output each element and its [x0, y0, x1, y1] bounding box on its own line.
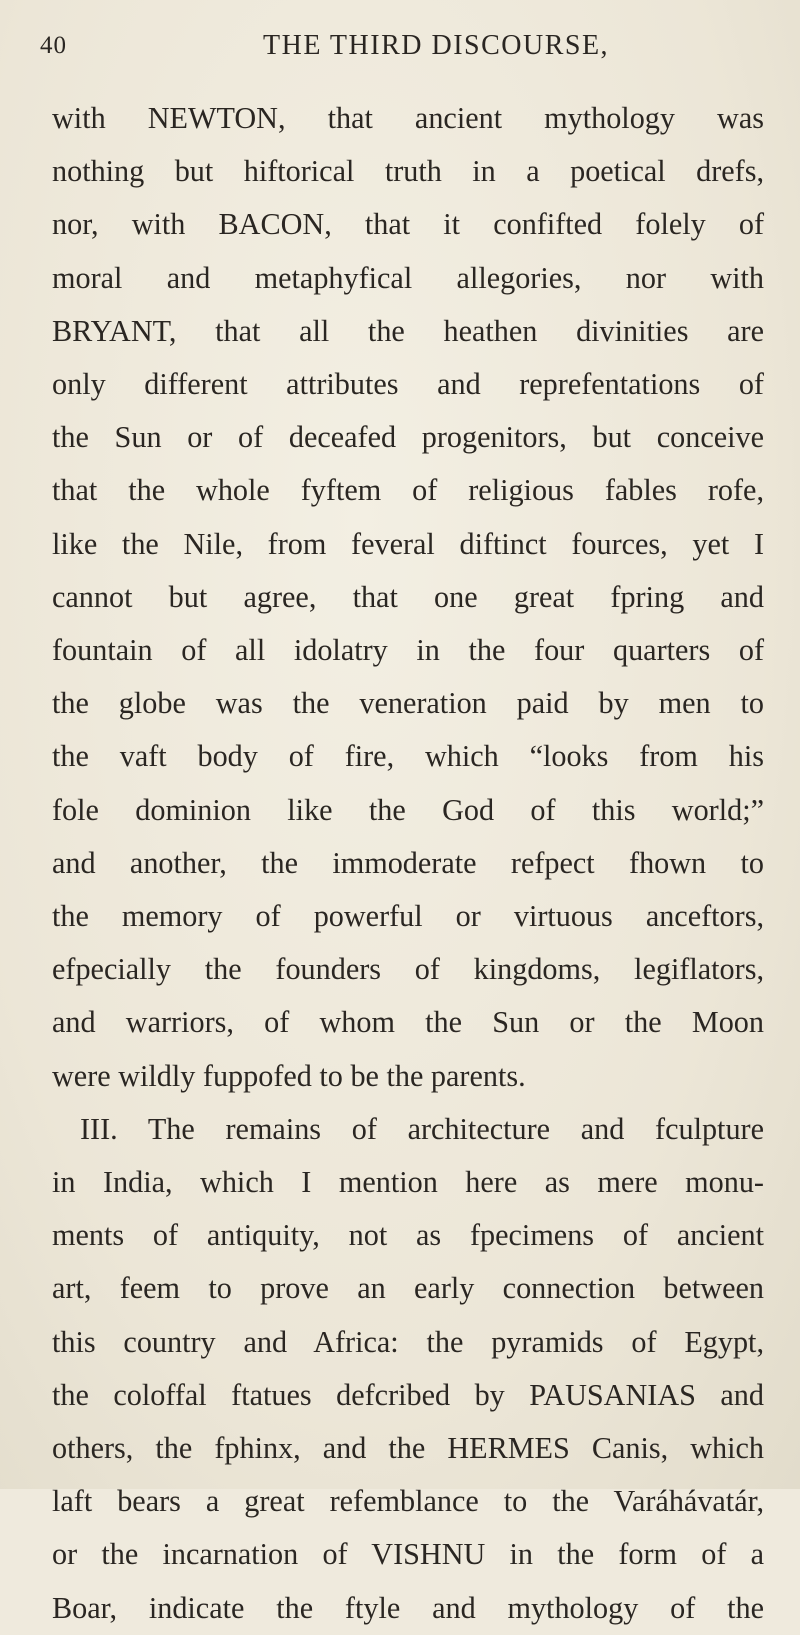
text-line: cannot but agree, that one great fpring and — [52, 579, 764, 614]
text-line: in India, which I mention here as mere monu- — [52, 1165, 764, 1200]
text-line: nor, with BACON, that it confifted folely of — [52, 207, 764, 242]
text-line: and another, the immoderate refpect fhown to — [52, 845, 764, 880]
text-line: this country and Africa: the pyramids of Egypt, — [52, 1324, 764, 1359]
page-number: 40 — [40, 32, 67, 59]
text-line: only different attributes and reprefentations of — [52, 367, 764, 402]
text-line: with NEWTON, that ancient mythology was — [52, 101, 764, 135]
text-line: like the Nile, from feveral diftinct fources, yet I — [52, 526, 764, 561]
text-line: BRYANT, that all the heathen divinities are — [52, 313, 764, 348]
body-text — [52, 92, 764, 1635]
text-line: the Sun or of deceafed progenitors, but conceive — [52, 420, 764, 455]
text-line: efpecially the founders of kingdoms, legiflators, — [52, 952, 764, 987]
text-line: the globe was the veneration paid by men to — [52, 686, 764, 721]
text-line: the coloffal ftatues defcribed by PAUSANIAS and — [52, 1377, 764, 1412]
text-line: the memory of powerful or virtuous anceftors, — [52, 899, 764, 934]
text-line: or the incarnation of VISHNU in the form of a — [52, 1537, 764, 1572]
section-heading-line: III. The remains of architecture and fculpture — [80, 1111, 764, 1146]
text-line: fountain of all idolatry in the four quarters of — [52, 633, 764, 668]
text-line: art, feem to prove an early connection between — [52, 1271, 764, 1306]
text-line: and warriors, of whom the Sun or the Moon — [52, 1005, 764, 1040]
paragraph-end-line: were wildly fuppofed to be the parents. — [52, 1058, 526, 1093]
text-line: moral and metaphyfical allegories, nor with — [52, 260, 764, 295]
text-line: fole dominion like the God of this world;” — [52, 792, 764, 827]
text-line: laft bears a great refemblance to the Varáhávatár, — [52, 1484, 764, 1519]
text-line: others, the fphinx, and the HERMES Canis, which — [52, 1431, 764, 1466]
text-line: that the whole fyftem of religious fables rofe, — [52, 473, 764, 508]
text-line: nothing but hiftorical truth in a poetical drefs, — [52, 154, 764, 189]
text-line: ments of antiquity, not as fpecimens of ancient — [52, 1218, 764, 1253]
running-title: THE THIRD DISCOURSE, — [263, 30, 610, 61]
running-head — [40, 28, 760, 68]
text-line: Boar, indicate the ftyle and mythology of the — [52, 1590, 764, 1625]
text-line: the vaft body of fire, which “looks from his — [52, 739, 764, 774]
